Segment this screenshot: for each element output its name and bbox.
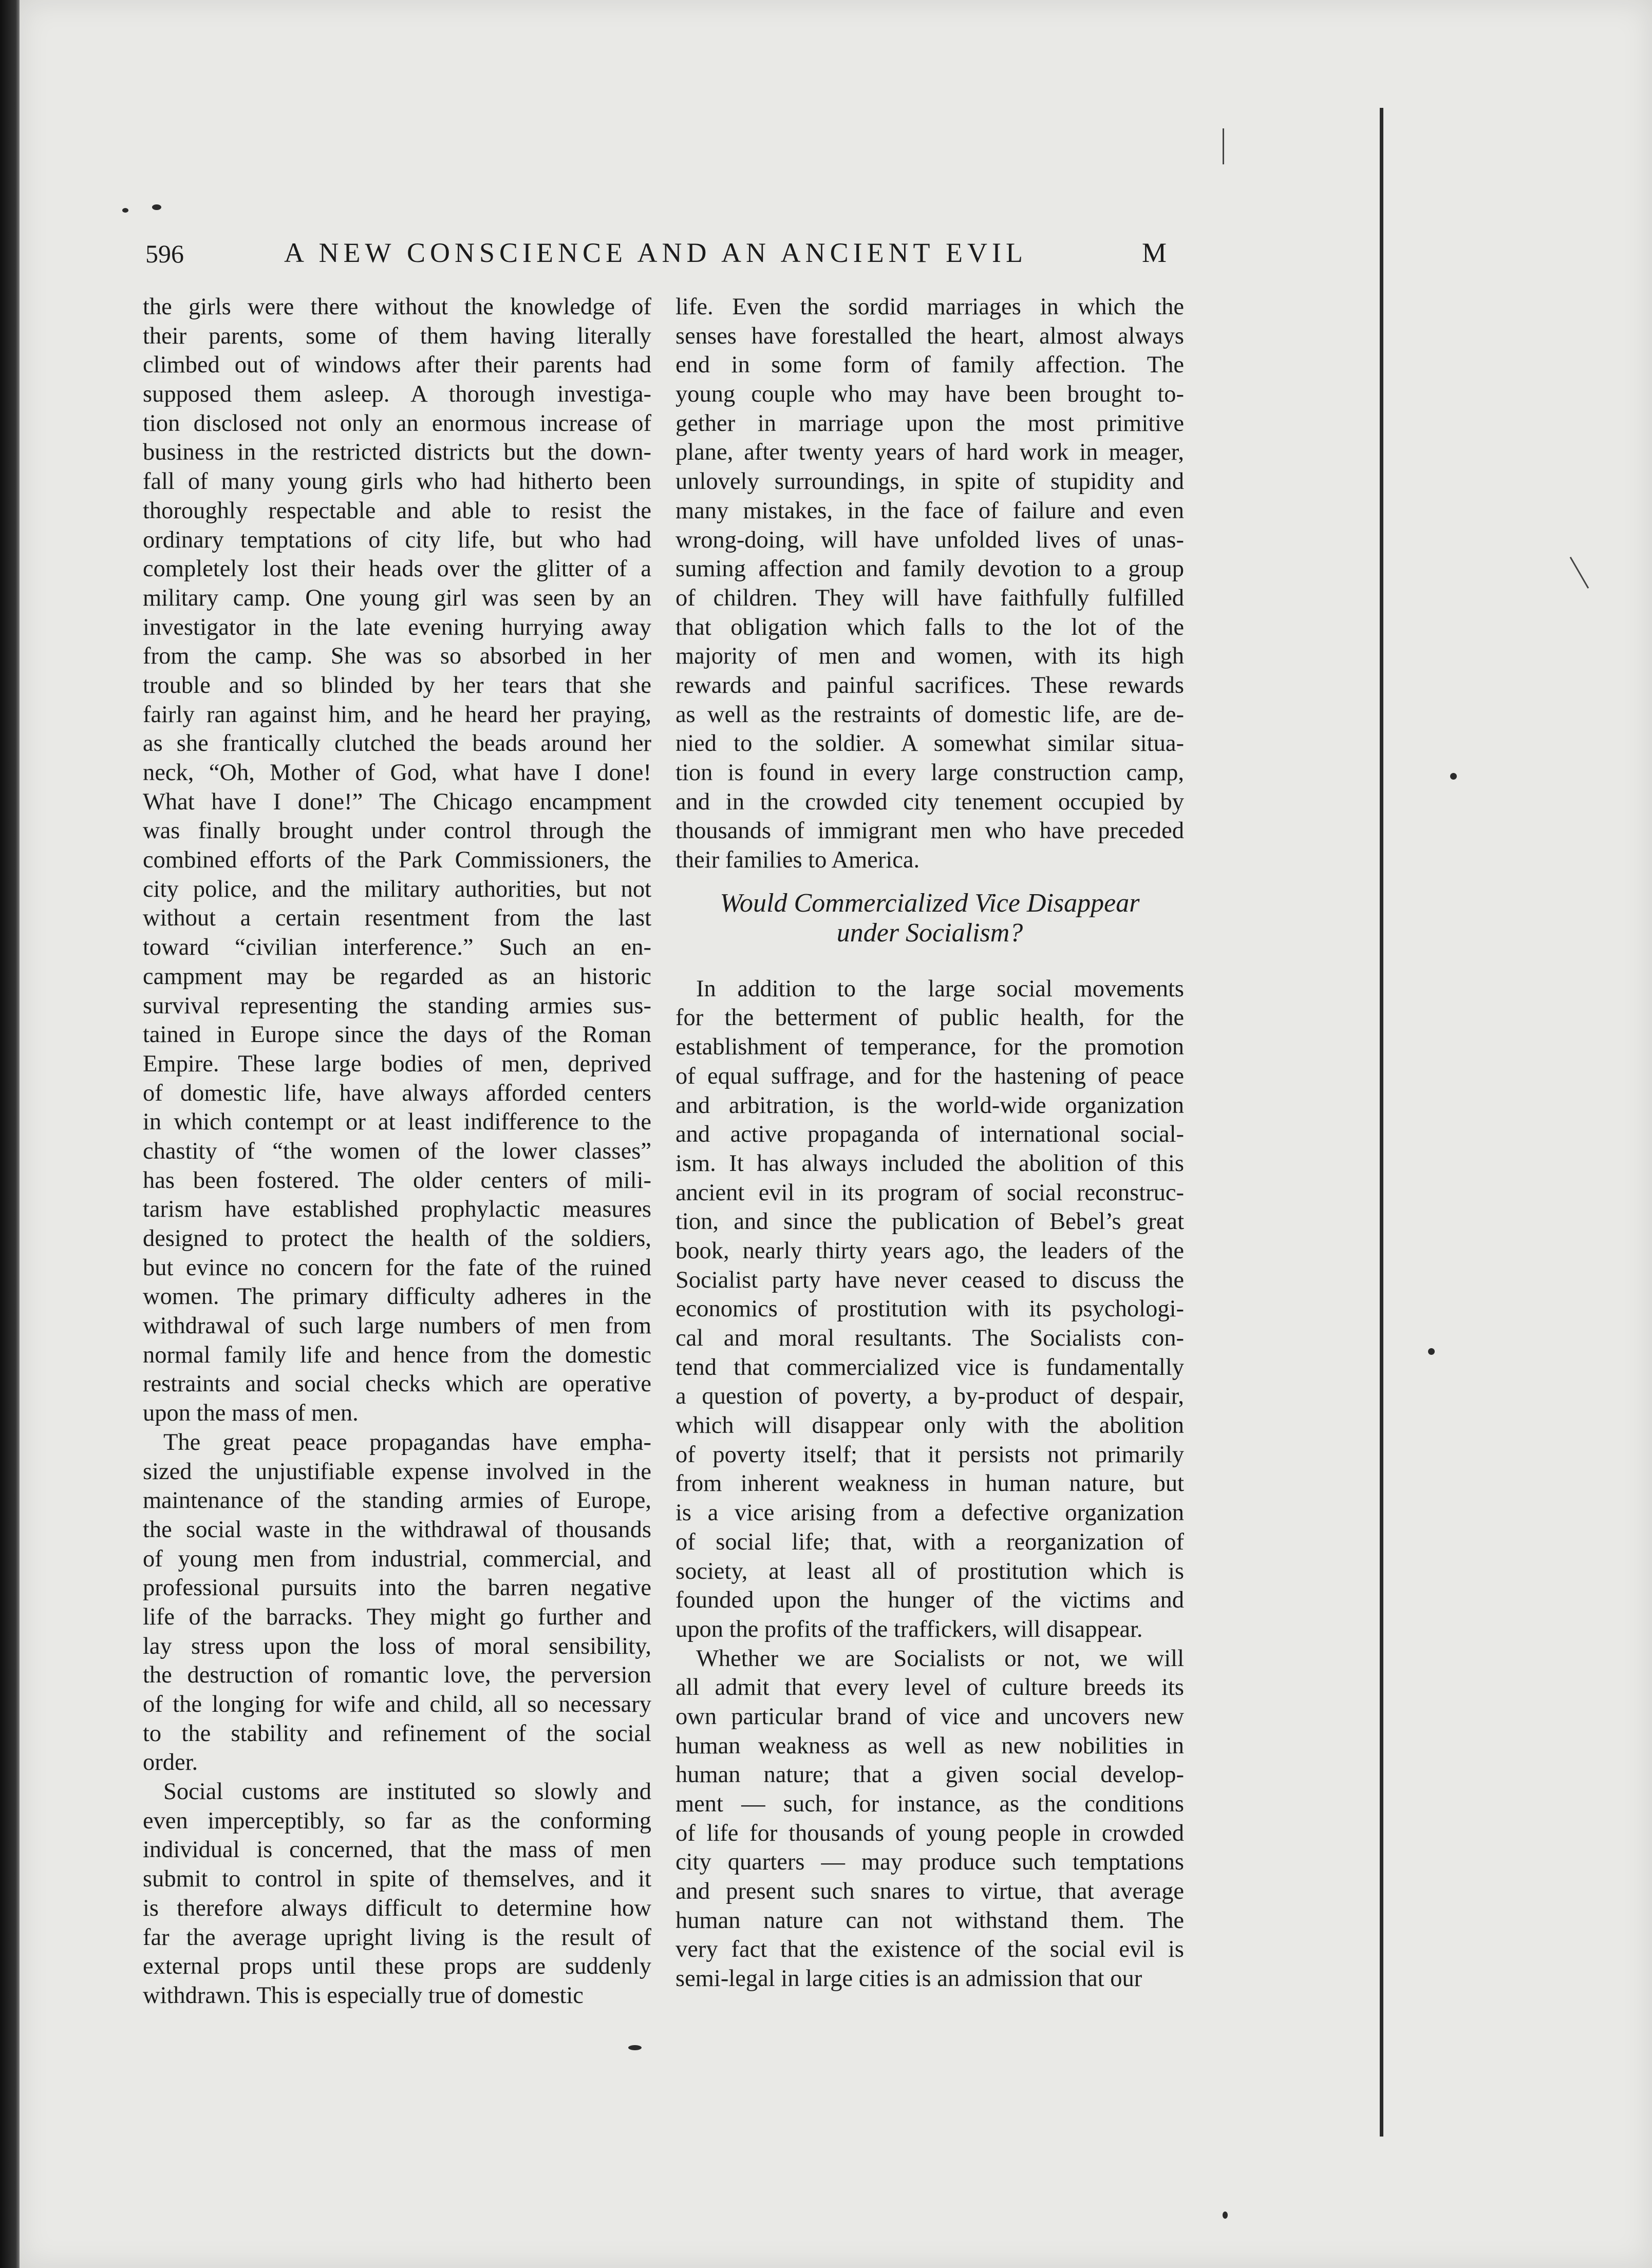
text-line: order.	[143, 1749, 198, 1776]
text-line: neck, “Oh, Mother of God, what have I done!	[143, 760, 651, 786]
scan-speck	[122, 208, 128, 213]
text-line: has been fostered. The older centers of mili-	[143, 1167, 651, 1194]
text-line: human nature; that a given social develop-	[675, 1762, 1184, 1788]
scan-mark	[1570, 557, 1589, 589]
text-line: as she frantically clutched the beads around her	[143, 730, 651, 757]
text-line: thousands of immigrant men who have preceded	[675, 818, 1184, 844]
text-line: the destruction of romantic love, the perversion	[143, 1662, 651, 1689]
text-line: but evince no concern for the fate of the ruined	[143, 1254, 651, 1281]
text-line: external props until these props are suddenly	[143, 1953, 651, 1980]
text-line: campment may be regarded as an historic	[143, 963, 651, 990]
text-line: ordinary temptations of city life, but who had	[143, 526, 651, 553]
text-line: combined efforts of the Park Commissioners, the	[143, 847, 651, 874]
text-line: of the longing for wife and child, all so necessary	[143, 1691, 651, 1717]
text-line: is therefore always difficult to determine how	[143, 1895, 651, 1921]
text-line: ment — such, for instance, as the conditions	[675, 1791, 1184, 1817]
section-heading-line-2: under Socialism?	[836, 918, 1023, 948]
book-page	[20, 0, 1652, 2268]
page-edge-rule	[1380, 108, 1383, 2137]
text-line: and in the crowded city tenement occupied by	[675, 788, 1184, 815]
text-line: The great peace propagandas have empha-	[163, 1429, 651, 1456]
text-line: normal family life and hence from the domestic	[143, 1341, 651, 1368]
left-column	[143, 293, 651, 2011]
text-line: their parents, some of them having literally	[143, 323, 651, 349]
text-line: the girls were there without the knowledge of	[143, 294, 651, 320]
text-line: What have I done!” The Chicago encampment	[143, 788, 651, 815]
text-line: professional pursuits into the barren negative	[143, 1575, 651, 1601]
text-line: and present such snares to virtue, that average	[675, 1878, 1184, 1905]
section-heading-line-1: Would Commercialized Vice Disappear	[720, 888, 1140, 918]
text-line: human nature can not withstand them. The	[675, 1907, 1184, 1934]
text-line: to the stability and refinement of the social	[143, 1720, 651, 1747]
text-line: withdrawn. This is especially true of domestic	[143, 1982, 584, 2009]
text-line: all admit that every level of culture breeds its	[675, 1674, 1184, 1701]
text-line: rewards and painful sacrifices. These rewards	[675, 672, 1184, 698]
text-line: submit to control in spite of themselves, and it	[143, 1866, 651, 1893]
right-column-top-text	[675, 293, 1184, 875]
text-line: of domestic life, have always afforded centers	[143, 1080, 651, 1106]
text-line: nied to the soldier. A somewhat similar situa-	[675, 730, 1184, 757]
text-line: that obligation which falls to the lot of the	[675, 614, 1184, 640]
text-line: fall of many young girls who had hitherto been	[143, 468, 651, 495]
text-line: human weakness as well as new nobilities in	[675, 1732, 1184, 1759]
text-line: investigator in the late evening hurrying away	[143, 614, 651, 640]
text-line: restraints and social checks which are operative	[143, 1371, 651, 1397]
text-line: society, at least all of prostitution which is	[675, 1558, 1184, 1584]
text-line: founded upon the hunger of the victims and	[675, 1587, 1184, 1614]
scan-speck	[1428, 1348, 1435, 1355]
text-line: In addition to the large social movements	[696, 975, 1184, 1002]
text-line: book, nearly thirty years ago, the leaders of the	[675, 1237, 1184, 1264]
text-line: city police, and the military authorities, but not	[143, 876, 651, 902]
text-line: without a certain resentment from the last	[143, 905, 651, 932]
section-heading	[675, 889, 1184, 948]
text-line: upon the mass of men.	[143, 1400, 359, 1427]
text-line: chastity of “the women of the lower classes”	[143, 1138, 651, 1164]
scan-speck	[628, 2045, 642, 2050]
text-line: in which contempt or at least indifference to the	[143, 1109, 651, 1136]
text-line: unlovely surroundings, in spite of stupidity and	[675, 468, 1184, 495]
text-line: as well as the restraints of domestic life, are de-	[675, 701, 1184, 728]
running-header	[145, 239, 1168, 275]
text-line: wrong-doing, will have unfolded lives of unas-	[675, 526, 1184, 553]
text-line: tion is found in every large construction camp,	[675, 760, 1184, 786]
text-line: life of the barracks. They might go further and	[143, 1603, 651, 1630]
text-line: ism. It has always included the abolition of this	[675, 1150, 1184, 1177]
scan-mark	[1223, 128, 1224, 164]
text-line: tend that commercialized vice is fundamentally	[675, 1354, 1184, 1381]
scan-speck	[152, 204, 161, 210]
text-line: of equal suffrage, and for the hastening of peace	[675, 1063, 1184, 1089]
text-line: survival representing the standing armies sus-	[143, 992, 651, 1019]
right-column-bottom-text	[675, 975, 1184, 1994]
text-line: which will disappear only with the abolition	[675, 1412, 1184, 1439]
text-line: of life for thousands of young people in crowded	[675, 1820, 1184, 1846]
text-line: for the betterment of public health, for the	[675, 1005, 1184, 1031]
text-line: was finally brought under control through the	[143, 818, 651, 844]
text-line: of children. They will have faithfully fulfilled	[675, 584, 1184, 611]
text-line: from the camp. She was so absorbed in her	[143, 643, 651, 670]
scan-speck	[1223, 2212, 1228, 2219]
text-line: and active propaganda of international social-	[675, 1121, 1184, 1148]
text-line: cal and moral resultants. The Socialists con-	[675, 1325, 1184, 1351]
text-line: tained in Europe since the days of the Roman	[143, 1022, 651, 1048]
text-line: toward “civilian interference.” Such an en-	[143, 934, 651, 961]
text-line: economics of prostitution with its psychologi-	[675, 1296, 1184, 1322]
text-line: lay stress upon the loss of moral sensibility,	[143, 1633, 651, 1659]
text-line: of young men from industrial, commercial, and	[143, 1545, 651, 1572]
text-line: life. Even the sordid marriages in which the	[675, 294, 1184, 320]
running-title: A NEW CONSCIENCE AND AN ANCIENT EVIL	[284, 237, 1028, 268]
text-line: senses have forestalled the heart, almost always	[675, 323, 1184, 349]
text-line: tion, and since the publication of Bebel’s great	[675, 1208, 1184, 1235]
signature-mark: M	[1142, 237, 1167, 268]
text-line: Social customs are instituted so slowly and	[163, 1779, 651, 1805]
text-line: women. The primary difficulty adheres in the	[143, 1283, 651, 1310]
text-line: from inherent weakness in human nature, but	[675, 1470, 1184, 1497]
text-line: plane, after twenty years of hard work in meager,	[675, 439, 1184, 466]
text-line: suming affection and family devotion to a group	[675, 556, 1184, 582]
text-line: even imperceptibly, so far as the conforming	[143, 1807, 651, 1834]
text-line: trouble and so blinded by her tears that she	[143, 672, 651, 698]
right-column	[675, 293, 1184, 1994]
text-line: climbed out of windows after their parents had	[143, 352, 651, 379]
text-line: designed to protect the health of the soldiers,	[143, 1225, 651, 1252]
text-line: sized the unjustifiable expense involved in the	[143, 1458, 651, 1485]
text-line: many mistakes, in the face of failure and even	[675, 497, 1184, 524]
text-line: fairly ran against him, and he heard her praying,	[143, 701, 651, 728]
page-number: 596	[145, 239, 184, 268]
text-line: own particular brand of vice and uncovers new	[675, 1703, 1184, 1730]
text-line: completely lost their heads over the glitter of a	[143, 556, 651, 582]
scan-edge-shadow	[0, 0, 20, 2268]
text-line: of social life; that, with a reorganization of	[675, 1528, 1184, 1555]
scan-speck	[1450, 773, 1457, 780]
text-line: maintenance of the standing armies of Europe,	[143, 1487, 651, 1514]
text-line: and arbitration, is the world-wide organization	[675, 1092, 1184, 1119]
text-line: withdrawal of such large numbers of men from	[143, 1313, 651, 1339]
text-line: military camp. One young girl was seen by an	[143, 584, 651, 611]
text-line: ancient evil in its program of social reconstruc-	[675, 1179, 1184, 1206]
text-line: upon the profits of the traffickers, will disappear.	[675, 1616, 1143, 1642]
text-line: Empire. These large bodies of men, deprived	[143, 1050, 651, 1077]
text-line: the social waste in the withdrawal of thousands	[143, 1516, 651, 1543]
text-line: individual is concerned, that the mass of men	[143, 1837, 651, 1863]
text-line: a question of poverty, a by-product of despair,	[675, 1383, 1184, 1410]
text-line: tion disclosed not only an enormous increase of	[143, 410, 651, 437]
text-line: thoroughly respectable and able to resist the	[143, 497, 651, 524]
text-line: is a vice arising from a defective organization	[675, 1500, 1184, 1526]
text-line: end in some form of family affection. The	[675, 352, 1184, 379]
text-line: far the average upright living is the result of	[143, 1924, 651, 1951]
text-line: majority of men and women, with its high	[675, 643, 1184, 670]
text-line: supposed them asleep. A thorough investiga-	[143, 381, 651, 408]
text-line: Whether we are Socialists or not, we will	[696, 1645, 1184, 1672]
text-line: city quarters — may produce such temptations	[675, 1849, 1184, 1876]
text-line: their families to America.	[675, 847, 920, 874]
text-line: semi-legal in large cities is an admission that our	[675, 1965, 1142, 1992]
text-line: very fact that the existence of the social evil is	[675, 1936, 1184, 1963]
text-line: gether in marriage upon the most primitive	[675, 410, 1184, 437]
text-line: of poverty itself; that it persists not primarily	[675, 1441, 1184, 1468]
text-line: establishment of temperance, for the promotion	[675, 1034, 1184, 1061]
text-line: tarism have established prophylactic measures	[143, 1196, 651, 1223]
text-line: young couple who may have been brought to-	[675, 381, 1184, 408]
text-line: Socialist party have never ceased to discuss the	[675, 1267, 1184, 1293]
text-line: business in the restricted districts but the down-	[143, 439, 651, 466]
